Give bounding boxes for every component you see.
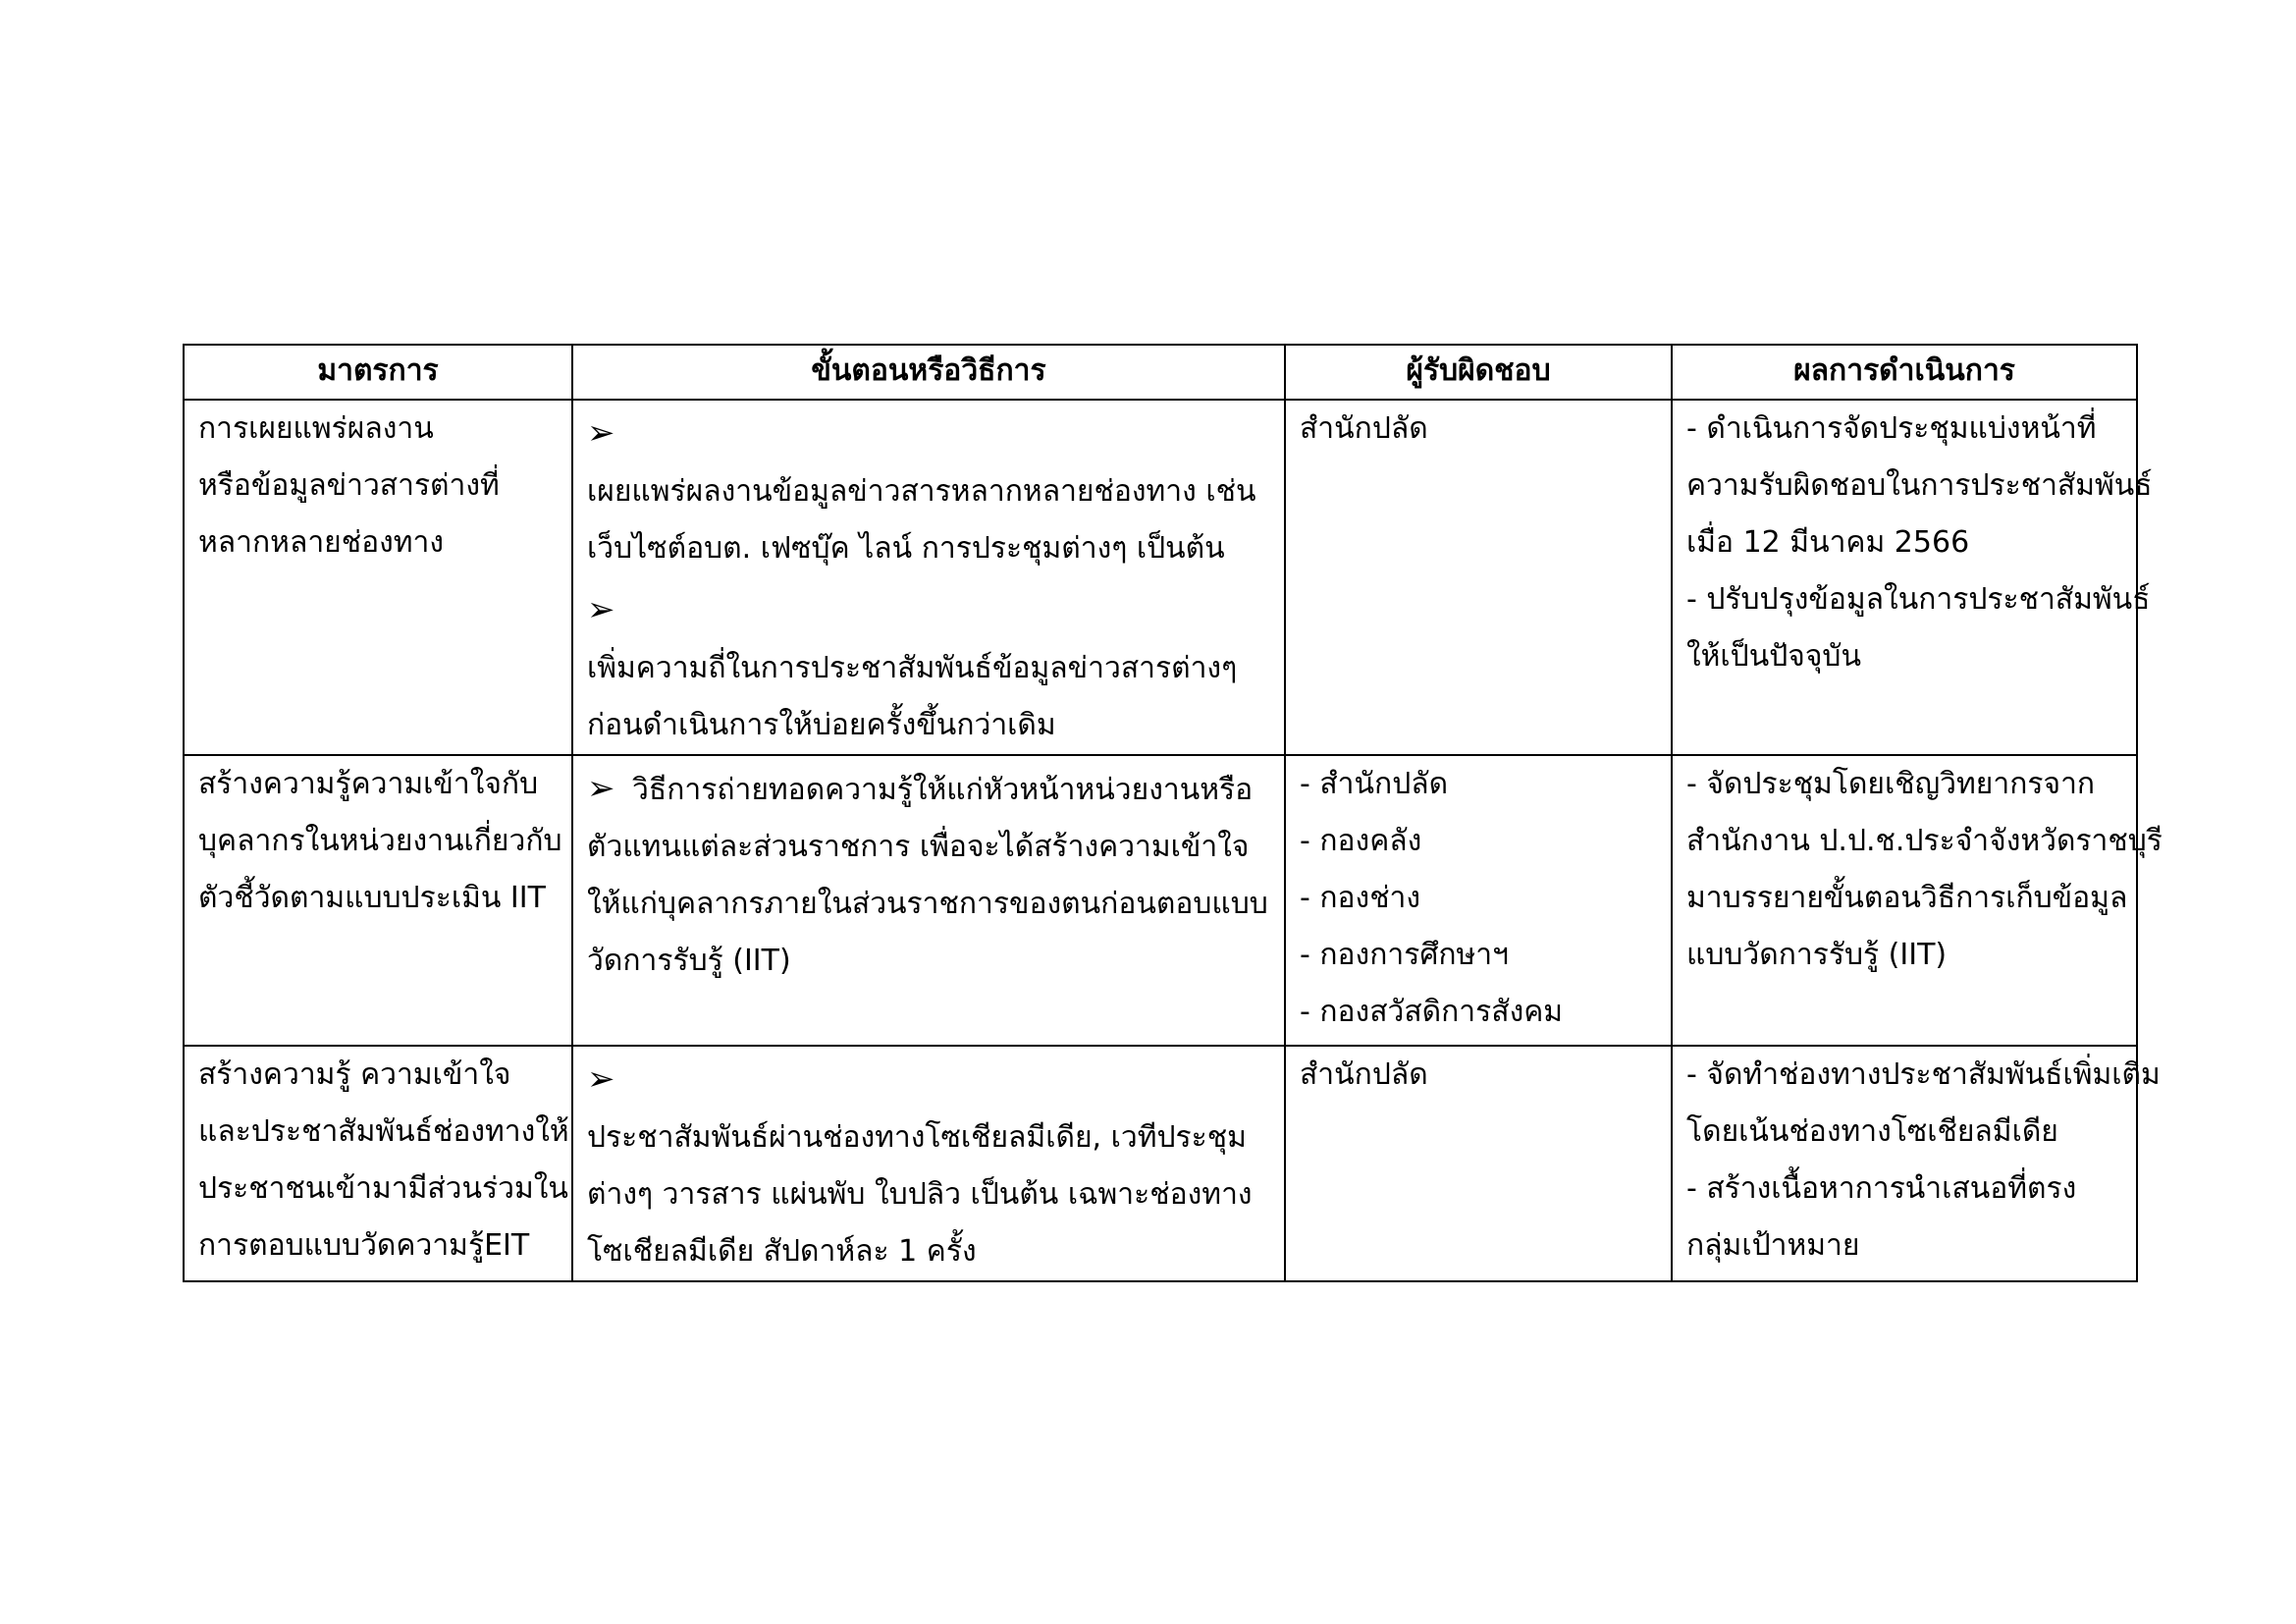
cell-result: [1672, 1046, 2161, 1281]
header-result: ผลการดำเนินการ: [1672, 345, 2137, 400]
cell-steps: [572, 400, 1285, 755]
cell-responsible: [1285, 1046, 1672, 1281]
step-text-continued: ตัวแทนแต่ละส่วนราชการ เพื่อจะได้สร้างความเข้าใจ: [587, 830, 1250, 864]
cell-steps: [572, 755, 1285, 1046]
step-text-continued: โซเชียลมีเดีย สัปดาห์ละ 1 ครั้ง: [587, 1234, 977, 1269]
step-text: วิธีการถ่ายทอดความรู้ให้แก่หัวหน้าหน่วยงานหรือ: [622, 773, 1254, 807]
step-item: [587, 581, 1270, 754]
responsible-line: - กองช่าง: [1300, 881, 1421, 915]
result-line: - จัดทำช่องทางประชาสัมพันธ์เพิ่มเติม: [1686, 1057, 2161, 1092]
result-line: - สร้างเนื้อหาการนำเสนอที่ตรง: [1686, 1171, 2077, 1206]
arrow-bullet-icon: ➢: [587, 769, 615, 808]
step-item: [587, 760, 1270, 990]
measures-table: [183, 344, 2163, 1282]
result-line: ความรับผิดชอบในการประชาสัมพันธ์: [1686, 468, 2153, 503]
result-line: ให้เป็นปัจจุบัน: [1686, 639, 1861, 674]
responsible-line: - สำนักปลัด: [1300, 767, 1449, 801]
table-header: [184, 345, 2137, 400]
measure-line: หลากหลายช่องทาง: [198, 525, 445, 560]
step-text-continued: ให้แก่บุคลากรภายในส่วนราชการของตนก่อนตอบแบบ: [587, 887, 1268, 921]
cell-result: [1672, 400, 2153, 755]
result-line: กลุ่มเป้าหมาย: [1686, 1228, 1860, 1263]
measure-line: การตอบแบบวัดความรู้EIT: [198, 1228, 530, 1263]
step-item: [587, 405, 1270, 577]
header-row: [184, 345, 2137, 400]
table-body: [184, 400, 2163, 1281]
arrow-bullet-icon: ➢: [587, 413, 615, 453]
header-responsible: ผู้รับผิดชอบ: [1285, 345, 1672, 400]
result-line: มาบรรยายขั้นตอนวิธีการเก็บข้อมูล: [1686, 881, 2128, 915]
header-steps: ขั้นตอนหรือวิธีการ: [572, 345, 1285, 400]
result-line: สำนักงาน ป.ป.ช.ประจำจังหวัดราชบุรี: [1686, 824, 2163, 858]
step-text-continued: เว็บไซต์อบต. เฟซบุ๊ค ไลน์ การประชุมต่างๆ เป็นต้น: [587, 531, 1225, 566]
result-line: - ดำเนินการจัดประชุมแบ่งหน้าที่: [1686, 411, 2097, 446]
responsible-line: - กองการศึกษาฯ: [1300, 938, 1509, 972]
table-row: [184, 1046, 2137, 1281]
responsible-line: - กองคลัง: [1300, 824, 1422, 858]
responsible-line: สำนักปลัด: [1300, 1057, 1428, 1092]
step-text-continued: ก่อนดำเนินการให้บ่อยครั้งขึ้นกว่าเดิม: [587, 708, 1056, 742]
result-line: แบบวัดการรับรู้ (IIT): [1686, 938, 1948, 972]
cell-responsible: [1285, 400, 1672, 755]
step-text-continued: วัดการรับรู้ (IIT): [587, 944, 791, 978]
measure-line: หรือข้อมูลข่าวสารต่างที่: [198, 468, 500, 503]
table-row: [184, 400, 2137, 755]
cell-measure: [184, 755, 572, 1046]
measure-line: สร้างความรู้ ความเข้าใจ: [198, 1057, 511, 1092]
result-line: - ปรับปรุงข้อมูลในการประชาสัมพันธ์: [1686, 582, 2151, 617]
measure-line: สร้างความรู้ความเข้าใจกับ: [198, 767, 539, 801]
step-text: เพิ่มความถี่ในการประชาสัมพันธ์ข้อมูลข่าวสารต่างๆ: [587, 651, 1238, 685]
responsible-line: สำนักปลัด: [1300, 411, 1428, 446]
cell-responsible: [1285, 755, 1672, 1046]
measure-line: และประชาสัมพันธ์ช่องทางให้: [198, 1114, 569, 1149]
cell-measure: [184, 400, 572, 755]
cell-steps: [572, 1046, 1285, 1281]
table-row: [184, 755, 2137, 1046]
cell-measure: [184, 1046, 572, 1281]
step-text-continued: ต่างๆ วารสาร แผ่นพับ ใบปลิว เป็นต้น เฉพาะช่องทาง: [587, 1177, 1253, 1212]
arrow-bullet-icon: ➢: [587, 1059, 615, 1099]
step-text: เผยแพร่ผลงานข้อมูลข่าวสารหลากหลายช่องทาง เช่น: [587, 474, 1256, 509]
step-text: ประชาสัมพันธ์ผ่านช่องทางโซเชียลมีเดีย, เวทีประชุม: [587, 1120, 1247, 1155]
arrow-bullet-icon: ➢: [587, 590, 615, 629]
measure-line: ประชาชนเข้ามามีส่วนร่วมใน: [198, 1171, 568, 1206]
cell-result: [1672, 755, 2163, 1046]
measure-line: บุคลากรในหน่วยงานเกี่ยวกับ: [198, 824, 562, 858]
result-line: เมื่อ 12 มีนาคม 2566: [1686, 525, 1970, 560]
responsible-line: - กองสวัสดิการสังคม: [1300, 995, 1564, 1029]
result-line: - จัดประชุมโดยเชิญวิทยากรจาก: [1686, 767, 2096, 801]
measure-line: ตัวชี้วัดตามแบบประเมิน IIT: [198, 881, 546, 915]
measure-line: การเผยแพร่ผลงาน: [198, 411, 434, 446]
step-item: [587, 1051, 1270, 1280]
header-measure: มาตรการ: [184, 345, 572, 400]
result-line: โดยเน้นช่องทางโซเชียลมีเดีย: [1686, 1114, 2058, 1149]
